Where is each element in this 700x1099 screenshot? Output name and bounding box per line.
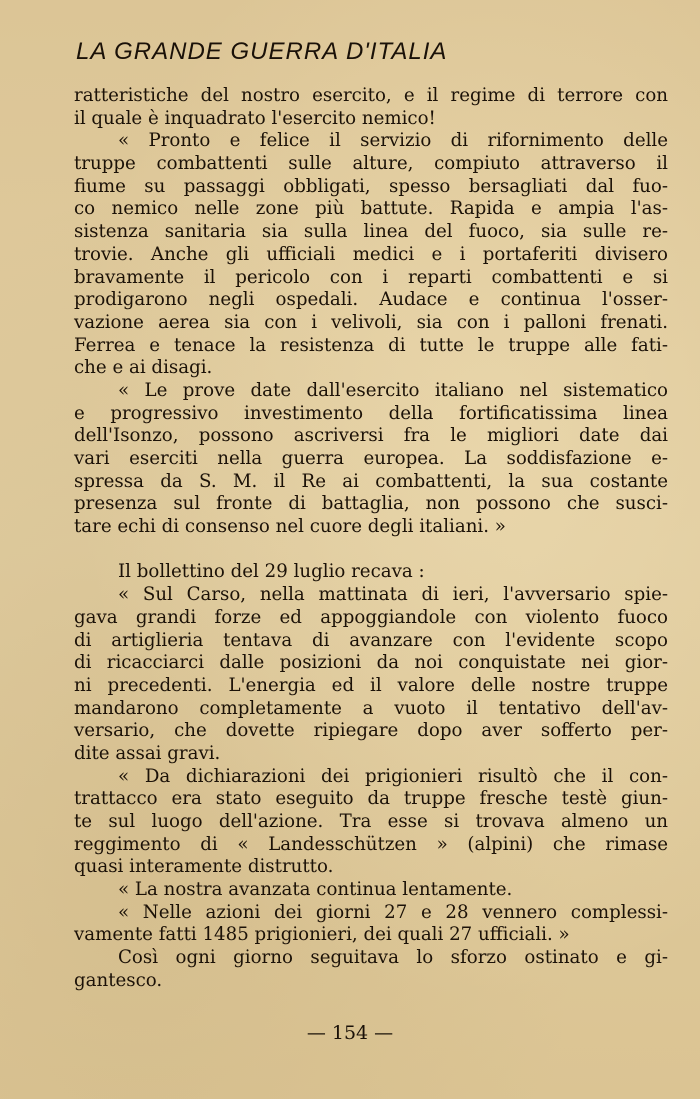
text-line: « Sul Carso, nella mattinata di ieri, l'avversario spie-	[118, 584, 668, 606]
paragraph-gap	[74, 539, 668, 562]
text-line: tare echi di consenso nel cuore degli italiani. »	[74, 516, 506, 538]
text-line: versario, che dovette ripiegare dopo aver sofferto per-	[74, 720, 668, 742]
text-line: gava grandi forze ed appoggiandole con violento fuoco	[74, 606, 668, 628]
text-line: bravamente il pericolo con i reparti combattenti e si	[74, 266, 668, 288]
running-head: LA GRANDE GUERRA D'ITALIA	[76, 38, 448, 65]
text-line: e progressivo investimento della fortificatissima linea	[74, 402, 668, 424]
text-line: vari eserciti nella guerra europea. La soddisfazione e-	[74, 448, 668, 469]
text-line: ratteristiche del nostro esercito, e il regime di terrore con	[74, 85, 668, 106]
text-line: sistenza sanitaria sia sulla linea del fuoco, sia sulle re-	[74, 221, 668, 243]
text-line: presenza sul fronte di battaglia, non possono che susci-	[74, 493, 668, 515]
text-line: dell'Isonzo, possono ascriversi fra le migliori date dai	[74, 425, 668, 447]
text-line: ni precedenti. L'energia ed il valore delle nostre truppe	[74, 674, 668, 696]
text-line: mandarono completamente a vuoto il tentativo dell'av-	[74, 697, 668, 719]
text-line: Ferrea e tenace la resistenza di tutte le truppe alle fati-	[74, 334, 668, 356]
text-line: che e ai disagi.	[74, 357, 213, 379]
text-line: truppe combattenti sulle alture, compiuto attraverso il	[74, 153, 668, 175]
text-line: fiume su passaggi obbligati, spesso bersagliati dal fuo-	[74, 175, 668, 197]
text-line: Così ogni giorno seguitava lo sforzo ostinato e gi-	[118, 947, 668, 969]
text-line: quasi interamente distrutto.	[74, 856, 334, 878]
text-line: gantesco.	[74, 969, 163, 991]
text-line: il quale è inquadrato l'esercito nemico!	[74, 107, 436, 129]
text-line: « Le prove date dall'esercito italiano nel sistematico	[118, 379, 668, 401]
text-line: vazione aerea sia con i velivoli, sia con i palloni frenati.	[74, 311, 668, 333]
text-line: di artiglieria tentava di avanzare con l'evidente scopo	[74, 629, 668, 651]
text-line: trovie. Anche gli ufficiali medici e i portaferiti divisero	[74, 243, 668, 265]
text-line: di ricacciarci dalle posizioni da noi conquistate nei gior-	[74, 652, 668, 674]
body-text	[74, 85, 668, 993]
text-line: te sul luogo dell'azione. Tra esse si trovava almeno un	[74, 811, 668, 832]
text-line: « La nostra avanzata continua lentamente.	[118, 879, 513, 901]
text-line: prodigarono negli ospedali. Audace e continua l'osser-	[74, 289, 668, 311]
text-line: reggimento di « Landesschützen » (alpini) che rimase	[74, 833, 668, 855]
text-line: Il bollettino del 29 luglio recava :	[118, 561, 425, 583]
text-line: vamente fatti 1485 prigionieri, dei quali 27 ufficiali. »	[74, 924, 570, 946]
text-line: « Pronto e felice il servizio di rifornimento delle	[118, 130, 668, 152]
page-number: — 154 —	[306, 1022, 394, 1044]
text-line: « Da dichiarazioni dei prigionieri risultò che il con-	[118, 765, 668, 787]
text-line: co nemico nelle zone più battute. Rapida e ampia l'as-	[74, 198, 668, 220]
text-line: trattacco era stato eseguito da truppe fresche testè giun-	[74, 788, 668, 810]
text-line: « Nelle azioni dei giorni 27 e 28 vennero complessi-	[118, 901, 668, 923]
text-line: dite assai gravi.	[74, 742, 221, 764]
text-line: spressa da S. M. il Re ai combattenti, la sua costante	[74, 470, 668, 492]
